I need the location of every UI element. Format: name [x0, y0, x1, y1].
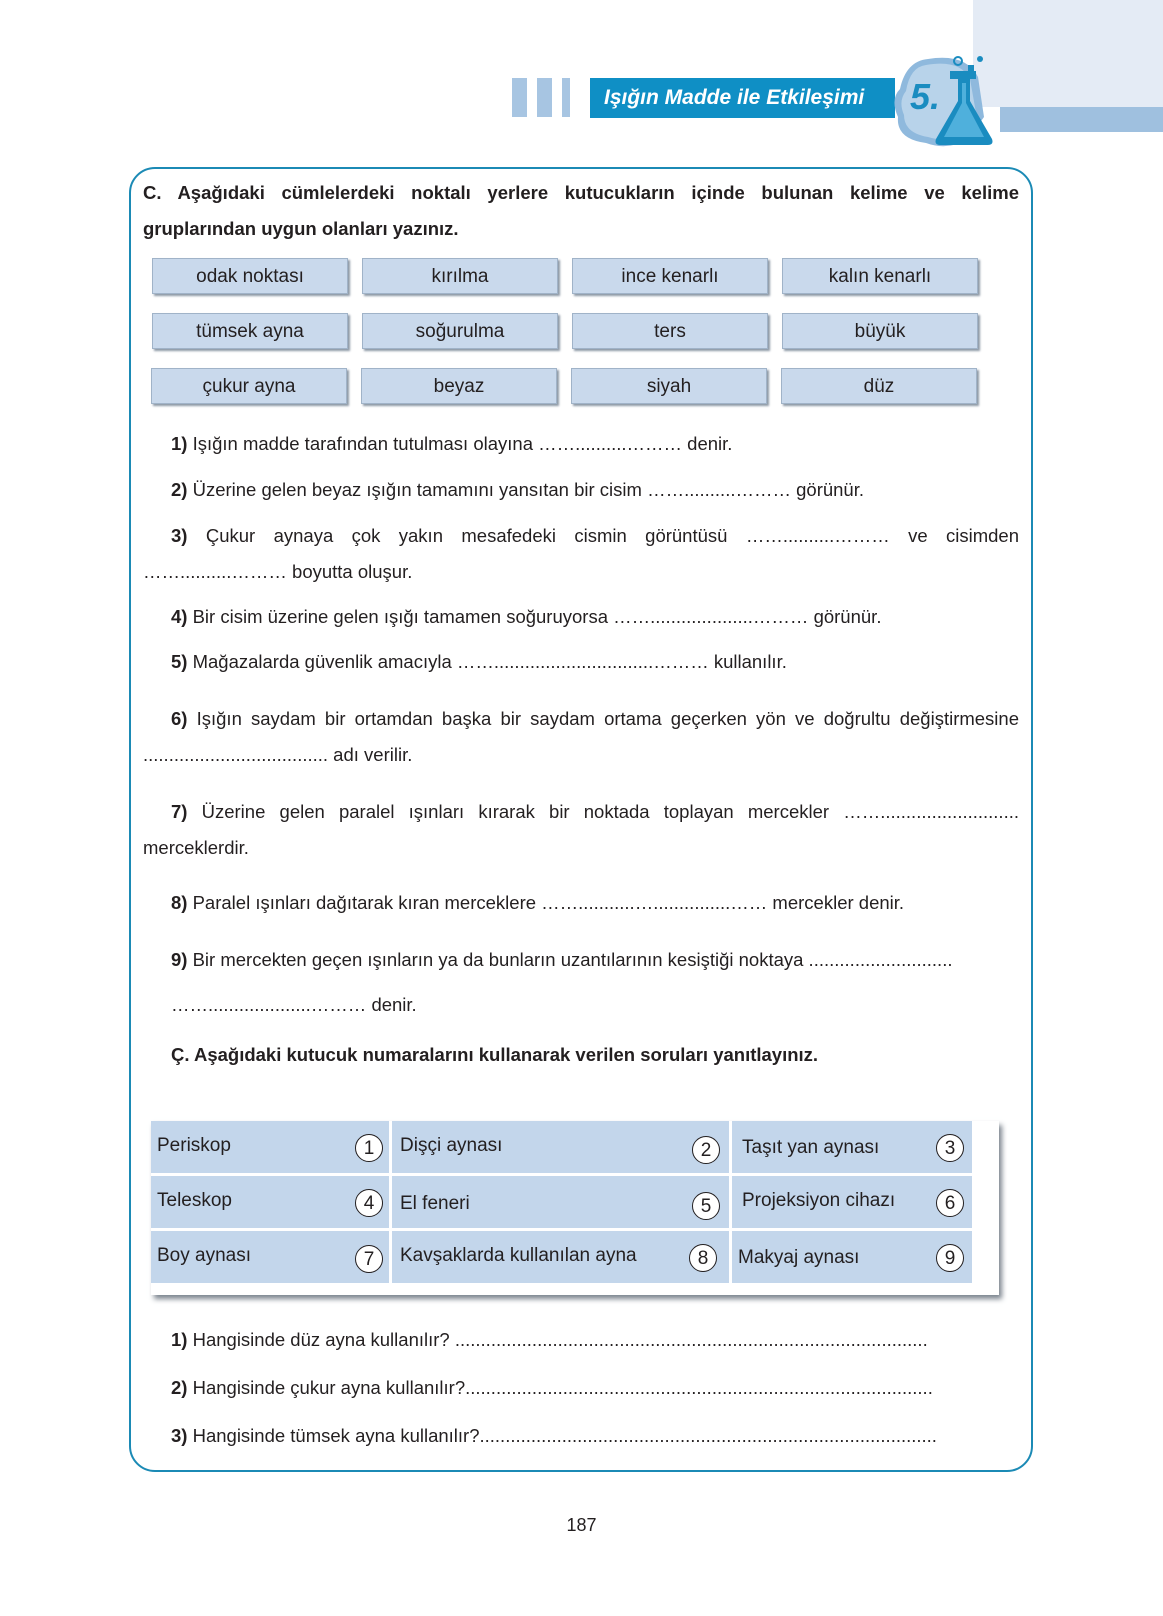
section-c-text: Aşağıdaki cümlelerdeki noktalı yerlere kutucukların içinde bulunan kelime ve kelime gruplarından uygun olanları yazınız.: [143, 182, 1019, 239]
fill-question: 7) Üzerine gelen paralel ışınları kırarak bir noktada toplayan mercekler ……........................... merceklerdir.: [143, 801, 1019, 858]
word-box: soğurulma: [362, 313, 558, 349]
table-cell: Makyaj aynası 9: [732, 1231, 972, 1283]
section-cc-instruction: [143, 1037, 1019, 1073]
table-cell: Taşıt yan aynası 3: [732, 1121, 972, 1173]
word-box: siyah: [571, 368, 767, 404]
word-box: büyük: [782, 313, 978, 349]
number-badge: 2: [692, 1136, 720, 1164]
word-box: çukur ayna: [151, 368, 347, 404]
number-badge: 6: [936, 1189, 964, 1217]
number-badge: 4: [355, 1189, 383, 1217]
mirror-question: 3) Hangisinde tümsek ayna kullanılır?.........................................................................................: [171, 1425, 937, 1446]
reference-table: [151, 1121, 999, 1295]
fill-question: 5) Mağazalarda güvenlik amacıyla ……...............................……… kullanılır.: [171, 651, 787, 672]
fill-question: 1) Işığın madde tarafından tutulması olayına ……..........……… denir.: [171, 433, 733, 454]
header-stripe: [537, 78, 552, 117]
number-badge: 8: [689, 1244, 717, 1272]
table-cell: Kavşaklarda kullanılan ayna 8: [392, 1231, 729, 1283]
fill-question: 4) Bir cisim üzerine gelen ışığı tamamen soğuruyorsa ……....................……… görünür.: [171, 606, 882, 627]
fill-question-continuation: ……....................……… denir.: [171, 994, 417, 1015]
flask-icon: [888, 47, 1028, 152]
table-cell: Dişçi aynası 2: [392, 1121, 729, 1173]
table-cell: El feneri 5: [392, 1176, 729, 1228]
word-box: ince kenarlı: [572, 258, 768, 294]
fill-question: 8) Paralel ışınları dağıtarak kıran merceklere ……...........…...............…… mercekler denir.: [171, 892, 905, 913]
page-number: 187: [566, 1515, 597, 1535]
section-c-letter: C.: [143, 182, 162, 203]
number-badge: 5: [692, 1192, 720, 1220]
fill-question: 3) Çukur aynaya çok yakın mesafedeki cismin görüntüsü ……..........……… ve cisimden ……..........……… boyutta oluşur.: [143, 525, 1020, 582]
section-cc-text: Aşağıdaki kutucuk numaralarını kullanarak verilen soruları yanıtlayınız.: [193, 1044, 819, 1065]
number-badge: 3: [936, 1134, 964, 1162]
mirror-question: 2) Hangisinde çukur ayna kullanılır?...........................................................................................: [171, 1377, 933, 1398]
fill-question: 2) Üzerine gelen beyaz ışığın tamamını yansıtan bir cisim ……..........……… görünür.: [171, 479, 864, 500]
word-box: kalın kenarlı: [782, 258, 978, 294]
word-box: kırılma: [362, 258, 558, 294]
chapter-title: Işığın Madde ile Etkileşimi: [590, 78, 895, 118]
word-box: düz: [781, 368, 977, 404]
table-cell: Teleskop 4: [151, 1176, 389, 1228]
fill-question: 9) Bir mercekten geçen ışınların ya da bunların uzantılarının kesiştiği noktaya ............................: [171, 949, 953, 970]
header-stripe: [512, 78, 527, 117]
word-box: tümsek ayna: [152, 313, 348, 349]
number-badge: 7: [355, 1245, 383, 1273]
mirror-question: 1) Hangisinde düz ayna kullanılır? ............................................................................................: [171, 1329, 928, 1350]
table-cell: Boy aynası 7: [151, 1231, 389, 1283]
table-cell: Projeksiyon cihazı 6: [732, 1176, 972, 1228]
fill-question: 6) Işığın saydam bir ortamdan başka bir saydam ortama geçerken yön ve doğrultu değiştirmesine .................................... adı verilir.: [143, 708, 1019, 765]
header-stripe: [562, 78, 570, 117]
table-cell: Periskop 1: [151, 1121, 389, 1173]
section-cc-letter: Ç.: [171, 1044, 190, 1065]
number-badge: 9: [936, 1244, 964, 1272]
number-badge: 1: [355, 1134, 383, 1162]
word-box: beyaz: [361, 368, 557, 404]
word-box: ters: [572, 313, 768, 349]
word-box: odak noktası: [152, 258, 348, 294]
section-c-instruction: [143, 175, 1019, 247]
unit-number: 5.: [910, 76, 941, 117]
